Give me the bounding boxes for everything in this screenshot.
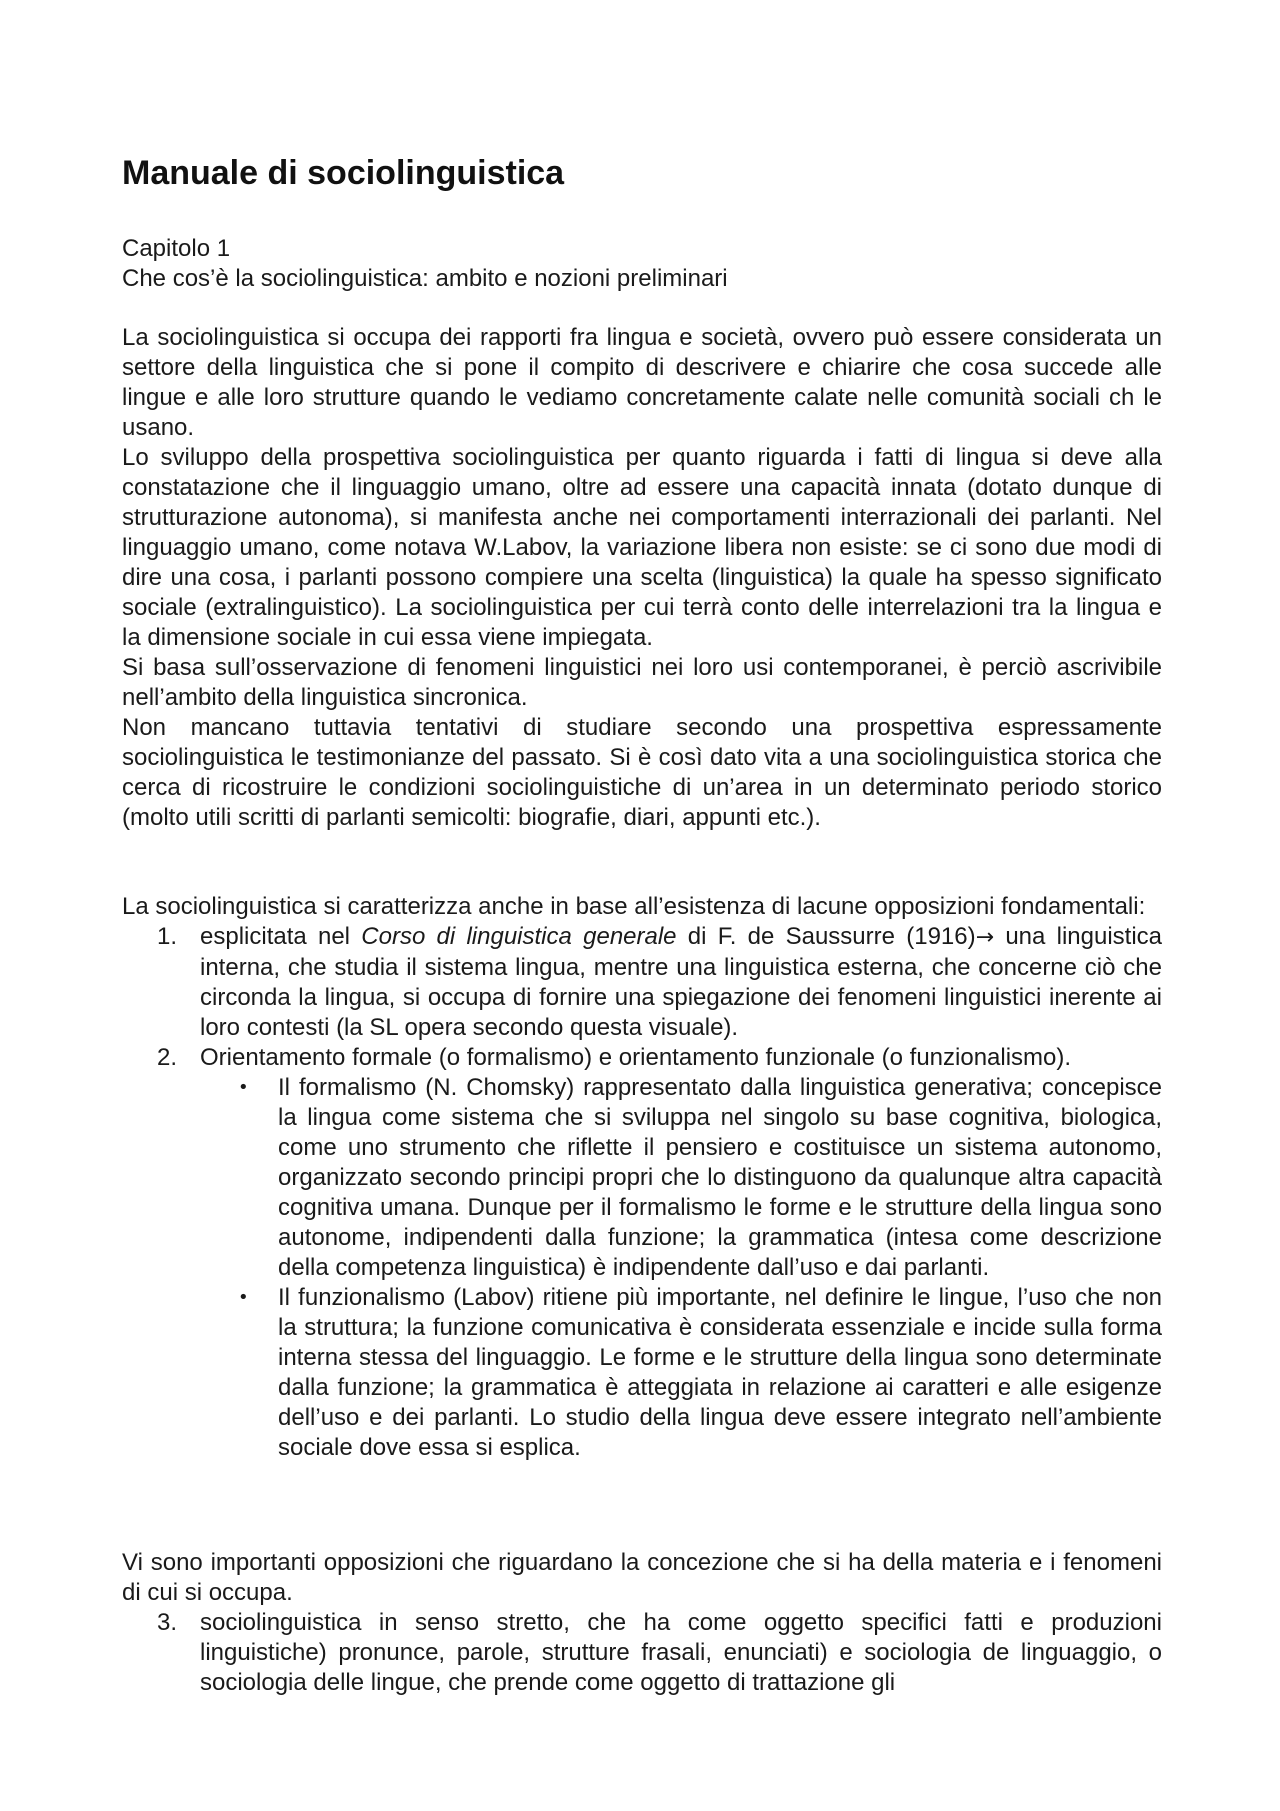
paragraph: La sociolinguistica si occupa dei rapporti fra lingua e società, ovvero può essere considerata un settore della linguistica che si pone il compito di descrivere e chiarire che cosa succede alle lingue e alle loro strutture quando le vediamo concretamente calate nelle comunità sociali ch le usano. <box>122 324 1162 441</box>
numbered-list <box>122 922 1162 1463</box>
list-item <box>122 1608 1162 1698</box>
list-text-pre: esplicitata nel <box>200 923 362 950</box>
bullet-text: Il formalismo (N. Chomsky) rappresentato dalla linguistica generativa; concepisce la lingua come sistema che si sviluppa nel singolo su base cognitiva, biologica, come uno strumento che riflette il pensiero e costituisce un sistema autonomo, organizzato secondo principi propri che lo distinguono da qualunque altra capacità cognitiva umana. Dunque per il formalismo le forme e le strutture della lingua sono autonome, indipendenti dalla funzione; la grammatica (intesa come descrizione della competenza linguistica) è indipendente dall’uso e dai parlanti. <box>278 1074 1162 1281</box>
list-text-rest: una linguistica interna, che studia il sistema lingua, mentre una linguistica esterna, che concerne ciò che circonda la lingua, si occupa di fornire una spiegazione dei fenomeni linguistici inerente ai loro contesti (la SL opera secondo questa visuale). <box>200 923 1163 1041</box>
paragraph: Non mancano tuttavia tentativi di studiare secondo una prospettiva espressamente sociolinguistica le testimonianze del passato. Si è così dato vita a una sociolinguistica storica che cerca di ricostruire le condizioni sociolinguistiche di un’area in un determinato periodo storico (molto utili scritti di parlanti semicolti: biografie, diari, appunti etc.). <box>122 714 1162 831</box>
list-text-post: di F. de Saussurre (1916) <box>676 923 976 950</box>
list-number: 1. <box>157 923 178 950</box>
list-number: 2. <box>157 1044 178 1071</box>
further-oppositions-section <box>122 1548 1162 1698</box>
chapter-header <box>122 234 1162 294</box>
bullet-item <box>200 1073 1162 1283</box>
intro-body <box>122 323 1162 833</box>
section-intro: Vi sono importanti opposizioni che riguardano la concezione che si ha della materia e i fenomeni di cui si occupa. <box>122 1549 1162 1606</box>
list-item <box>122 1043 1162 1463</box>
paragraph: Si basa sull’osservazione di fenomeni linguistici nei loro usi contemporanei, è perciò ascrivibile nell’ambito della linguistica sincronica. <box>122 654 1162 711</box>
document-title: Manuale di sociolinguistica <box>122 154 565 192</box>
oppositions-section <box>122 892 1162 1463</box>
chapter-title: Che cos’è la sociolinguistica: ambito e nozioni preliminari <box>122 265 728 292</box>
chapter-label: Capitolo 1 <box>122 235 231 262</box>
list-text: sociolinguistica in senso stretto, che ha come oggetto specifici fatti e produzioni linguistiche) pronunce, parole, strutture frasali, enunciati) e sociologia de linguaggio, o sociologia delle lingue, che prende come oggetto di trattazione gli <box>200 1609 1162 1696</box>
bullet-icon: • <box>238 1287 249 1308</box>
arrow-icon: → <box>975 925 995 950</box>
bullet-item <box>200 1283 1162 1463</box>
numbered-list <box>122 1608 1162 1698</box>
section-intro: La sociolinguistica si caratterizza anche in base all’esistenza di lacune opposizioni fondamentali: <box>122 893 1146 920</box>
book-title: Corso di linguistica generale <box>361 923 677 950</box>
bullet-text: Il funzionalismo (Labov) ritiene più importante, nel definire le lingue, l’uso che non la struttura; la funzione comunicativa è considerata essenziale e incide sulla forma interna stessa del linguaggio. Le forme e le strutture della lingua sono determinate dalla funzione; la grammatica è atteggiata in relazione ai caratteri e alle esigenze dell’uso e dei parlanti. Lo studio della lingua deve essere integrato nell’ambiente sociale dove essa si esplica. <box>278 1284 1162 1461</box>
list-item <box>122 922 1162 1043</box>
bullet-icon: • <box>238 1077 249 1098</box>
paragraph: Lo sviluppo della prospettiva sociolinguistica per quanto riguarda i fatti di lingua si deve alla constatazione che il linguaggio umano, oltre ad essere una capacità innata (dotato dunque di strutturazione autonoma), si manifesta anche nei comportamenti interrazionali dei parlanti. Nel linguaggio umano, come notava W.Labov, la variazione libera non esiste: se ci sono due modi di dire una cosa, i parlanti possono compiere una scelta (linguistica) la quale ha spesso significato sociale (extralinguistico). La sociolinguistica per cui terrà conto delle interrelazioni tra la lingua e la dimensione sociale in cui essa viene impiegata. <box>122 444 1162 651</box>
bullet-list <box>200 1073 1162 1463</box>
list-number: 3. <box>157 1609 178 1636</box>
list-text: Orientamento formale (o formalismo) e orientamento funzionale (o funzionalismo). <box>200 1044 1072 1071</box>
